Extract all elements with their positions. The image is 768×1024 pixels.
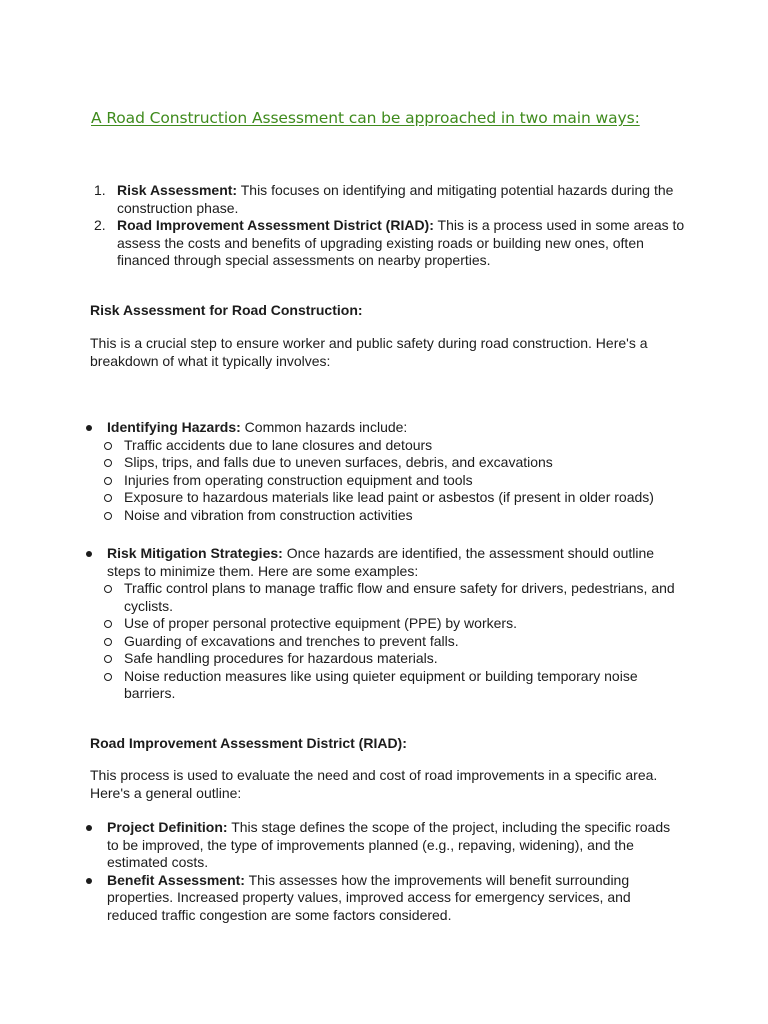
circle-bullet-icon	[104, 494, 112, 502]
list-number: 1.	[94, 182, 106, 198]
list-item	[107, 419, 682, 524]
sublist-item: Slips, trips, and falls due to uneven surfaces, debris, and excavations	[124, 454, 684, 472]
hazards-sublist	[107, 437, 684, 525]
sublist-item: Traffic accidents due to lane closures and detours	[124, 437, 684, 455]
list-item-text: This is a process used in some areas to assess the costs and benefits of upgrading existing roads or building new ones, often financed through special assessments on nearby properties.	[117, 217, 685, 268]
list-item	[94, 217, 687, 270]
risk-section-heading: Risk Assessment for Road Construction:	[90, 302, 363, 318]
riad-section-intro: This process is used to evaluate the need and cost of road improvements in a specific area. Here's a general outline:	[90, 767, 658, 801]
list-item-text: Once hazards are identified, the assessment should outline steps to minimize them. Here are some examples:	[107, 545, 655, 579]
list-item	[107, 872, 682, 925]
sublist-item: Noise and vibration from construction activities	[124, 507, 684, 525]
circle-bullet-icon	[104, 655, 112, 663]
sublist-item: Traffic control plans to manage traffic flow and ensure safety for drivers, pedestrians, and cyclists.	[124, 580, 684, 615]
circle-bullet-icon	[104, 477, 112, 485]
circle-bullet-icon	[104, 459, 112, 467]
circle-bullet-icon	[104, 638, 112, 646]
circle-bullet-icon	[104, 673, 112, 681]
circle-bullet-icon	[104, 620, 112, 628]
document-title: A Road Construction Assessment can be approached in two main ways:	[91, 109, 640, 127]
sublist-item: Noise reduction measures like using quieter equipment or building temporary noise barriers.	[124, 668, 684, 703]
list-item-text: This assesses how the improvements will benefit surrounding properties. Increased property values, improved access for emergency services, and reduced traffic congestion are some factors considered.	[107, 871, 631, 923]
list-item	[94, 182, 687, 217]
bullet-icon	[86, 551, 92, 557]
sublist-item: Safe handling procedures for hazardous materials.	[124, 650, 684, 668]
riad-list	[107, 819, 682, 924]
sublist-item: Exposure to hazardous materials like lead paint or asbestos (if present in older roads)	[124, 489, 684, 507]
list-item-text: This focuses on identifying and mitigating potential hazards during the construction phase.	[117, 182, 674, 216]
list-item-term: Road Improvement Assessment District (RIAD):	[117, 217, 434, 233]
bullet-icon	[86, 425, 92, 431]
list-item-term: Benefit Assessment:	[107, 871, 245, 888]
risk-section-intro: This is a crucial step to ensure worker and public safety during road construction. Here's a breakdown of what it typically involves:	[90, 335, 648, 369]
circle-bullet-icon	[104, 442, 112, 450]
sublist-item: Injuries from operating construction equipment and tools	[124, 472, 684, 490]
sublist-item: Use of proper personal protective equipment (PPE) by workers.	[124, 615, 684, 633]
list-number: 2.	[94, 217, 106, 233]
approaches-list	[94, 182, 687, 270]
bullet-icon	[86, 825, 92, 831]
list-item-term: Risk Assessment:	[117, 182, 238, 198]
mitigation-list	[107, 545, 682, 703]
riad-section-heading: Road Improvement Assessment District (RIAD):	[90, 735, 407, 751]
list-item-text: Common hazards include:	[240, 419, 408, 435]
list-item-term: Risk Mitigation Strategies:	[107, 545, 283, 561]
sublist-item: Guarding of excavations and trenches to prevent falls.	[124, 633, 684, 651]
list-item	[107, 545, 682, 703]
mitigation-sublist	[107, 580, 684, 703]
list-item-term: Identifying Hazards:	[107, 419, 241, 435]
list-item-term: Project Definition:	[107, 819, 228, 835]
circle-bullet-icon	[104, 585, 112, 593]
circle-bullet-icon	[104, 512, 112, 520]
list-item	[107, 819, 682, 872]
hazards-list	[107, 419, 682, 524]
list-item-text: This stage defines the scope of the project, including the specific roads to be improved, the type of improvements planned (e.g., repaving, widening), and the estimated costs.	[107, 819, 671, 870]
bullet-icon	[86, 878, 92, 884]
